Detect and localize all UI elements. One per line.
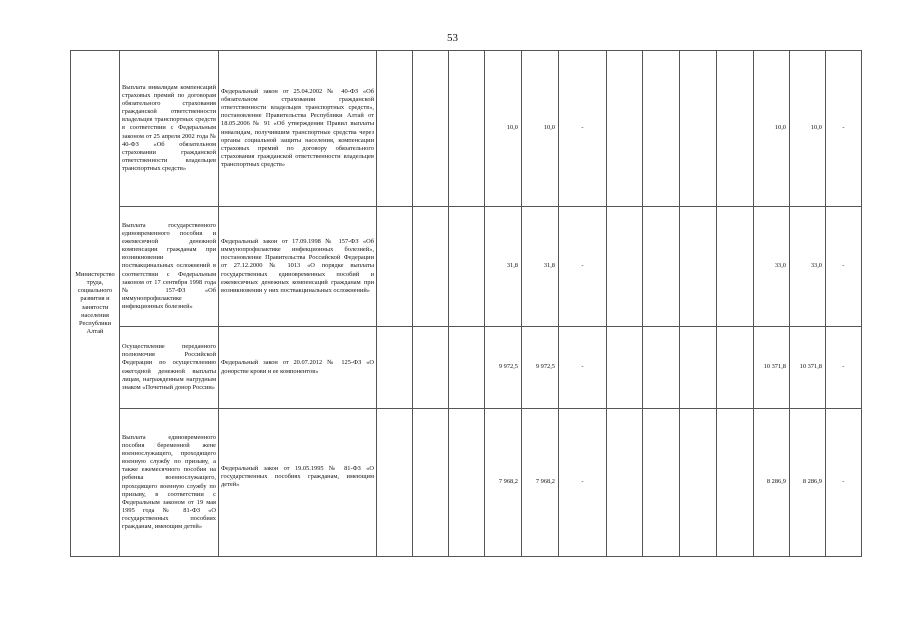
empty-cell xyxy=(643,327,680,409)
table-row xyxy=(71,409,862,557)
value-cell: 8 286,9 xyxy=(754,409,790,557)
empty-cell xyxy=(377,409,413,557)
value-cell: 10,0 xyxy=(754,51,790,207)
organization-cell: Министерство труда, социального развития и занятости населения Республики Алтай xyxy=(71,51,120,557)
value-cell: 7 968,2 xyxy=(485,409,522,557)
value-cell: 10 371,8 xyxy=(754,327,790,409)
value-cell: - xyxy=(559,327,607,409)
value-cell: 33,0 xyxy=(754,207,790,327)
law-cell: Федеральный закон от 19.05.1995 № 81-ФЗ «О государственных пособиях гражданам, имеющим детей» xyxy=(219,409,377,557)
empty-cell xyxy=(413,327,449,409)
value-cell: - xyxy=(826,207,862,327)
value-cell: 9 972,5 xyxy=(485,327,522,409)
empty-cell xyxy=(413,409,449,557)
value-cell: - xyxy=(826,327,862,409)
value-cell: - xyxy=(559,409,607,557)
law-cell: Федеральный закон от 25.04.2002 № 40-ФЗ «Об обязательном страховании гражданской ответственности владельцев транспортных средств», постановление Правительства Республики Алтай от 18.05.2006 № 91 «Об утверждении Правил выплаты инвалидам, получившим транспортные средства через органы социальной защиты населения, компенсации страховых премий по договору обязательного страхования гражданской ответственности владельцев транспортных средств» xyxy=(219,51,377,207)
empty-cell xyxy=(717,207,754,327)
empty-cell xyxy=(643,409,680,557)
value-cell: 7 968,2 xyxy=(522,409,559,557)
expenditure-table xyxy=(70,50,862,557)
empty-cell xyxy=(449,207,485,327)
value-cell: 33,0 xyxy=(790,207,826,327)
value-cell: 31,8 xyxy=(522,207,559,327)
empty-cell xyxy=(607,51,643,207)
empty-cell xyxy=(607,207,643,327)
value-cell: - xyxy=(826,409,862,557)
empty-cell xyxy=(377,51,413,207)
empty-cell xyxy=(377,207,413,327)
value-cell: 10,0 xyxy=(790,51,826,207)
empty-cell xyxy=(377,327,413,409)
value-cell: 31,8 xyxy=(485,207,522,327)
value-cell: 10 371,8 xyxy=(790,327,826,409)
empty-cell xyxy=(680,207,717,327)
empty-cell xyxy=(717,51,754,207)
measure-cell: Выплата инвалидам компенсаций страховых премий по договорам обязательного страхования гражданской ответственности владельцев транспортных средств в соответствии с Федеральным законом от 25 апреля 2002 года № 40-ФЗ «Об обязательном страховании гражданской ответственности владельцев транспортных средств» xyxy=(120,51,219,207)
empty-cell xyxy=(717,409,754,557)
table-row xyxy=(71,207,862,327)
table-row xyxy=(71,327,862,409)
measure-cell: Осуществление переданного полномочия Российской Федерации по осуществлению ежегодной денежной выплаты лицам, награжденным нагрудным знаком «Почетный донор России» xyxy=(120,327,219,409)
value-cell: - xyxy=(559,207,607,327)
empty-cell xyxy=(680,51,717,207)
value-cell: 10,0 xyxy=(522,51,559,207)
empty-cell xyxy=(643,51,680,207)
empty-cell xyxy=(607,409,643,557)
empty-cell xyxy=(449,51,485,207)
law-cell: Федеральный закон от 17.09.1998 № 157-ФЗ «Об иммунопрофилактике инфекционных болезней», постановление Правительства Российской Федерации от 27.12.2000 № 1013 «О порядке выплаты государственных единовременных пособий и ежемесячных денежных компенсаций гражданам при возникновении у них поствакцинальных осложнений» xyxy=(219,207,377,327)
empty-cell xyxy=(643,207,680,327)
measure-cell: Выплата государственного единовременного пособия и ежемесячной денежной компенсации гражданам при возникновении поствакцинальных осложнений в соответствии с Федеральным законом от 17 сентября 1998 года № 157-ФЗ «Об иммунопрофилактике инфекционных болезней» xyxy=(120,207,219,327)
empty-cell xyxy=(449,409,485,557)
value-cell: - xyxy=(559,51,607,207)
empty-cell xyxy=(413,51,449,207)
empty-cell xyxy=(717,327,754,409)
page-number: 53 xyxy=(447,32,458,44)
value-cell: 10,0 xyxy=(485,51,522,207)
empty-cell xyxy=(449,327,485,409)
empty-cell xyxy=(413,207,449,327)
law-cell: Федеральный закон от 20.07.2012 № 125-ФЗ «О донорстве крови и ее компонентов» xyxy=(219,327,377,409)
empty-cell xyxy=(680,327,717,409)
empty-cell xyxy=(680,409,717,557)
empty-cell xyxy=(607,327,643,409)
measure-cell: Выплата единовременного пособия беременной жене военнослужащего, проходящего военную службу по призыву, а также ежемесячного пособия на ребенка военнослужащего, проходящего военную службу по призыву, в соответствии с Федеральным законом от 19 мая 1995 года № 81-ФЗ «О государственных пособиях гражданам, имеющим детей» xyxy=(120,409,219,557)
value-cell: 8 286,9 xyxy=(790,409,826,557)
value-cell: - xyxy=(826,51,862,207)
value-cell: 9 972,5 xyxy=(522,327,559,409)
table-row xyxy=(71,51,862,207)
